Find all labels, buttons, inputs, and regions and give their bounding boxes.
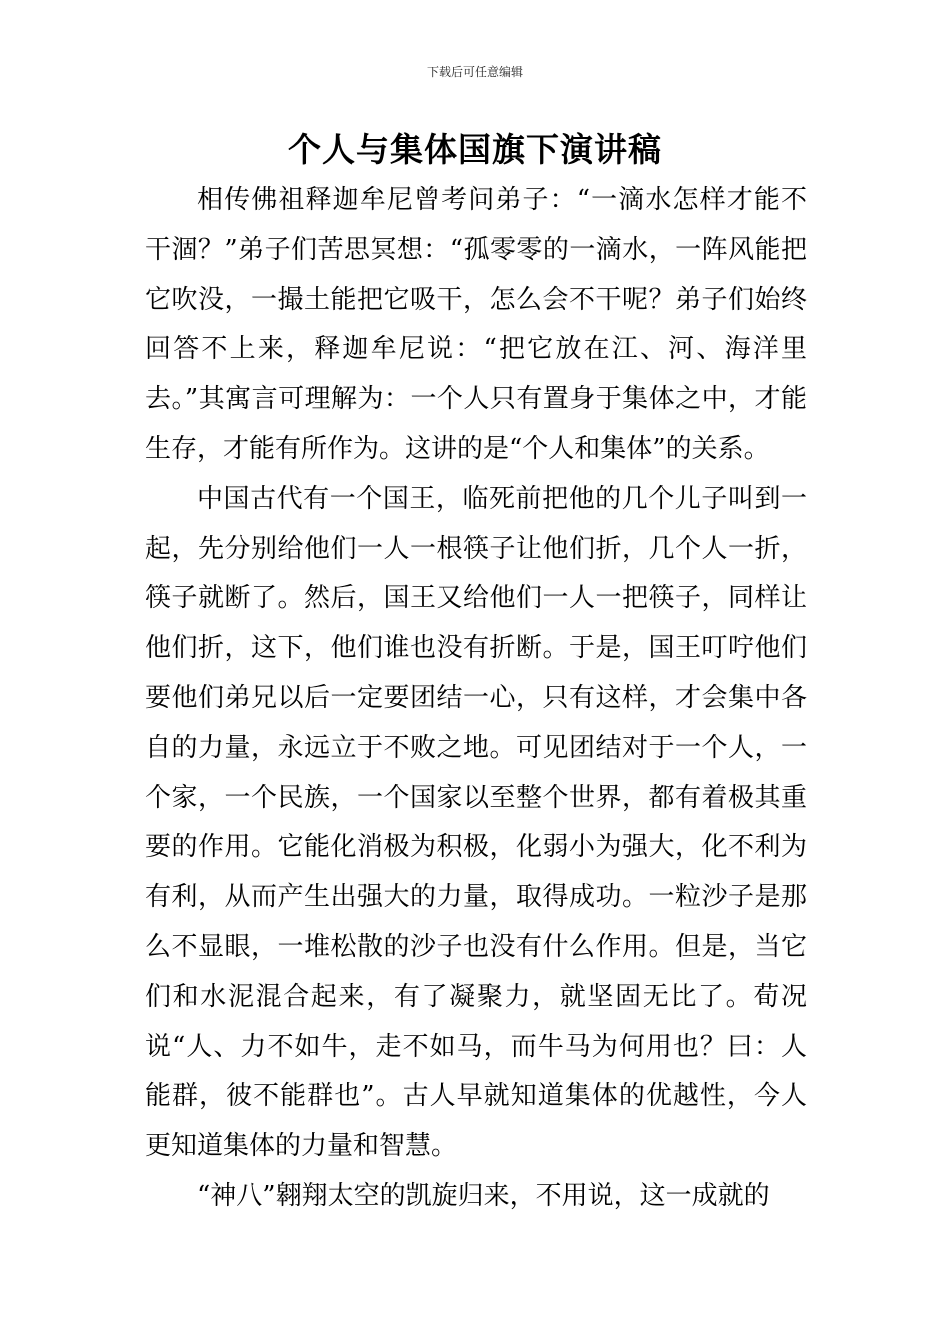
header-note: 下载后可任意编辑: [426, 65, 523, 79]
paragraph-1: 相传佛祖释迦牟尼曾考问弟子：“一滴水怎样才能不干涸？”弟子们苦思冥想：“孤零零的一滴水，一阵风能把它吹没，一撮土能把它吸干，怎么会不干呢？弟子们始终回答不上来，释迦牟尼说：“把它放在江、河、海洋里去。”其寓言可理解为：一个人只有置身于集体之中，才能生存，才能有所作为。这讲的是“个人和集体”的关系。: [145, 185, 807, 464]
paragraph-3: “神八”翱翔太空的凯旋归来，不用说，这一成就的: [197, 1180, 770, 1211]
page-title: 个人与集体国旗下演讲稿: [288, 130, 662, 169]
paragraph-2: 中国古代有一个国王，临死前把他的几个儿子叫到一起，先分别给他们一人一根筷子让他们折，几个人一折，筷子就断了。然后，国王又给他们一人一把筷子，同样让他们折，这下，他们谁也没有折断。于是，国王叮咛他们要他们弟兄以后一定要团结一心，只有这样，才会集中各自的力量，永远立于不败之地。可见团结对于一个人，一个家，一个民族，一个国家以至整个世界，都有着极其重要的作用。它能化消极为积极，化弱小为强大，化不利为有利，从而产生出强大的力量，取得成功。一粒沙子是那么不显眼，一堆松散的沙子也没有什么作用。但是，当它们和水泥混合起来，有了凝聚力，就坚固无比了。荀况说“人、力不如牛，走不如马，而牛马为何用也？曰：人能群，彼不能群也”。古人早就知道集体的优越性，今人更知道集体的力量和智慧。: [145, 483, 807, 1162]
document-body: [145, 176, 807, 1222]
